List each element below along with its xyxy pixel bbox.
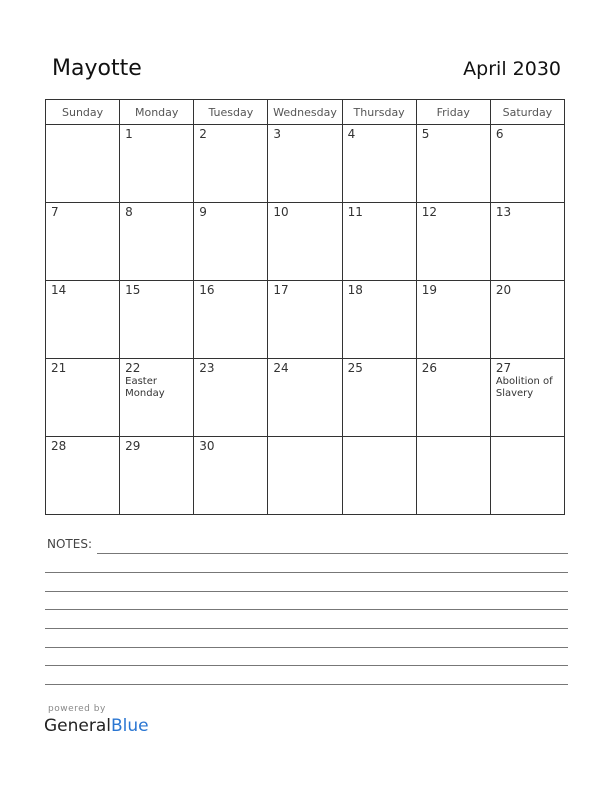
day-cell xyxy=(416,281,490,359)
day-number: 5 xyxy=(421,127,430,141)
day-number: 11 xyxy=(347,205,363,219)
brand-general: General xyxy=(44,716,111,736)
notes-line xyxy=(45,591,568,592)
brand-blue: Blue xyxy=(111,716,149,736)
day-number: 15 xyxy=(125,283,141,297)
notes-line xyxy=(45,609,568,610)
day-cell xyxy=(120,125,194,203)
day-cell xyxy=(46,281,120,359)
day-cell xyxy=(194,125,268,203)
day-cell xyxy=(120,437,194,515)
powered-by-text: powered by xyxy=(48,704,106,714)
day-number: 14 xyxy=(51,283,67,297)
day-cell xyxy=(268,125,342,203)
day-cell xyxy=(268,359,342,437)
day-cell xyxy=(490,437,564,515)
week-row xyxy=(46,281,565,359)
day-number: 3 xyxy=(273,127,282,141)
weekday-header: Monday xyxy=(120,100,194,125)
day-number xyxy=(417,437,490,439)
day-number xyxy=(268,437,341,439)
day-cell xyxy=(490,125,564,203)
day-number: 23 xyxy=(199,361,215,375)
notes-line xyxy=(45,628,568,629)
day-number: 24 xyxy=(273,361,289,375)
day-cell xyxy=(268,203,342,281)
notes-line xyxy=(45,665,568,666)
day-cell xyxy=(268,281,342,359)
notes-line xyxy=(45,647,568,648)
weekday-header: Thursday xyxy=(342,100,416,125)
day-cell xyxy=(46,203,120,281)
notes-label: NOTES: xyxy=(47,537,92,551)
day-cell xyxy=(416,125,490,203)
brand-logo xyxy=(44,716,149,736)
week-row xyxy=(46,125,565,203)
day-number: 12 xyxy=(421,205,437,219)
day-number: 26 xyxy=(421,361,437,375)
day-number xyxy=(343,437,416,439)
day-number: 28 xyxy=(51,439,67,453)
day-number: 18 xyxy=(347,283,363,297)
day-number: 19 xyxy=(421,283,437,297)
day-cell xyxy=(268,437,342,515)
day-cell xyxy=(416,437,490,515)
day-cell xyxy=(342,359,416,437)
weekday-header: Wednesday xyxy=(268,100,342,125)
weekday-header: Sunday xyxy=(46,100,120,125)
calendar-country-title: Mayotte xyxy=(52,56,142,81)
week-row xyxy=(46,203,565,281)
day-number: 27 xyxy=(495,361,512,375)
day-cell xyxy=(416,359,490,437)
day-number: 20 xyxy=(495,283,512,297)
day-number: 22 xyxy=(125,361,141,375)
day-number: 30 xyxy=(199,439,215,453)
calendar-grid xyxy=(45,99,565,515)
day-number: 4 xyxy=(347,127,356,141)
day-cell xyxy=(342,437,416,515)
day-number: 1 xyxy=(125,127,133,141)
calendar-month-title: April 2030 xyxy=(463,58,561,80)
day-cell xyxy=(46,359,120,437)
day-number: 10 xyxy=(273,205,289,219)
notes-line xyxy=(45,572,568,573)
notes-line xyxy=(45,684,568,685)
day-cell xyxy=(490,359,564,437)
day-number: 29 xyxy=(125,439,141,453)
calendar-body xyxy=(46,125,565,515)
day-number xyxy=(46,125,119,127)
day-cell xyxy=(194,281,268,359)
holiday-label: Easter Monday xyxy=(125,376,165,399)
day-number: 7 xyxy=(51,205,59,219)
weekday-header: Tuesday xyxy=(194,100,268,125)
day-cell xyxy=(120,359,194,437)
day-cell xyxy=(46,437,120,515)
day-number: 16 xyxy=(199,283,215,297)
day-number: 13 xyxy=(495,205,512,219)
week-row xyxy=(46,437,565,515)
day-cell xyxy=(120,281,194,359)
day-cell xyxy=(120,203,194,281)
day-cell xyxy=(342,203,416,281)
day-number xyxy=(491,437,564,439)
holiday-label: Abolition of Slavery xyxy=(495,376,553,399)
day-number: 25 xyxy=(347,361,363,375)
day-number: 21 xyxy=(51,361,67,375)
day-cell xyxy=(342,281,416,359)
day-cell xyxy=(342,125,416,203)
day-cell xyxy=(194,437,268,515)
day-number: 8 xyxy=(125,205,133,219)
day-cell xyxy=(194,359,268,437)
day-cell xyxy=(46,125,120,203)
week-row xyxy=(46,359,565,437)
day-number: 2 xyxy=(199,127,207,141)
day-cell xyxy=(416,203,490,281)
day-number: 17 xyxy=(273,283,289,297)
day-number: 9 xyxy=(199,205,207,219)
weekday-header-row xyxy=(46,100,565,125)
weekday-header: Friday xyxy=(416,100,490,125)
day-number: 6 xyxy=(495,127,504,141)
weekday-header: Saturday xyxy=(490,100,564,125)
notes-line xyxy=(97,553,568,554)
day-cell xyxy=(194,203,268,281)
day-cell xyxy=(490,203,564,281)
day-cell xyxy=(490,281,564,359)
